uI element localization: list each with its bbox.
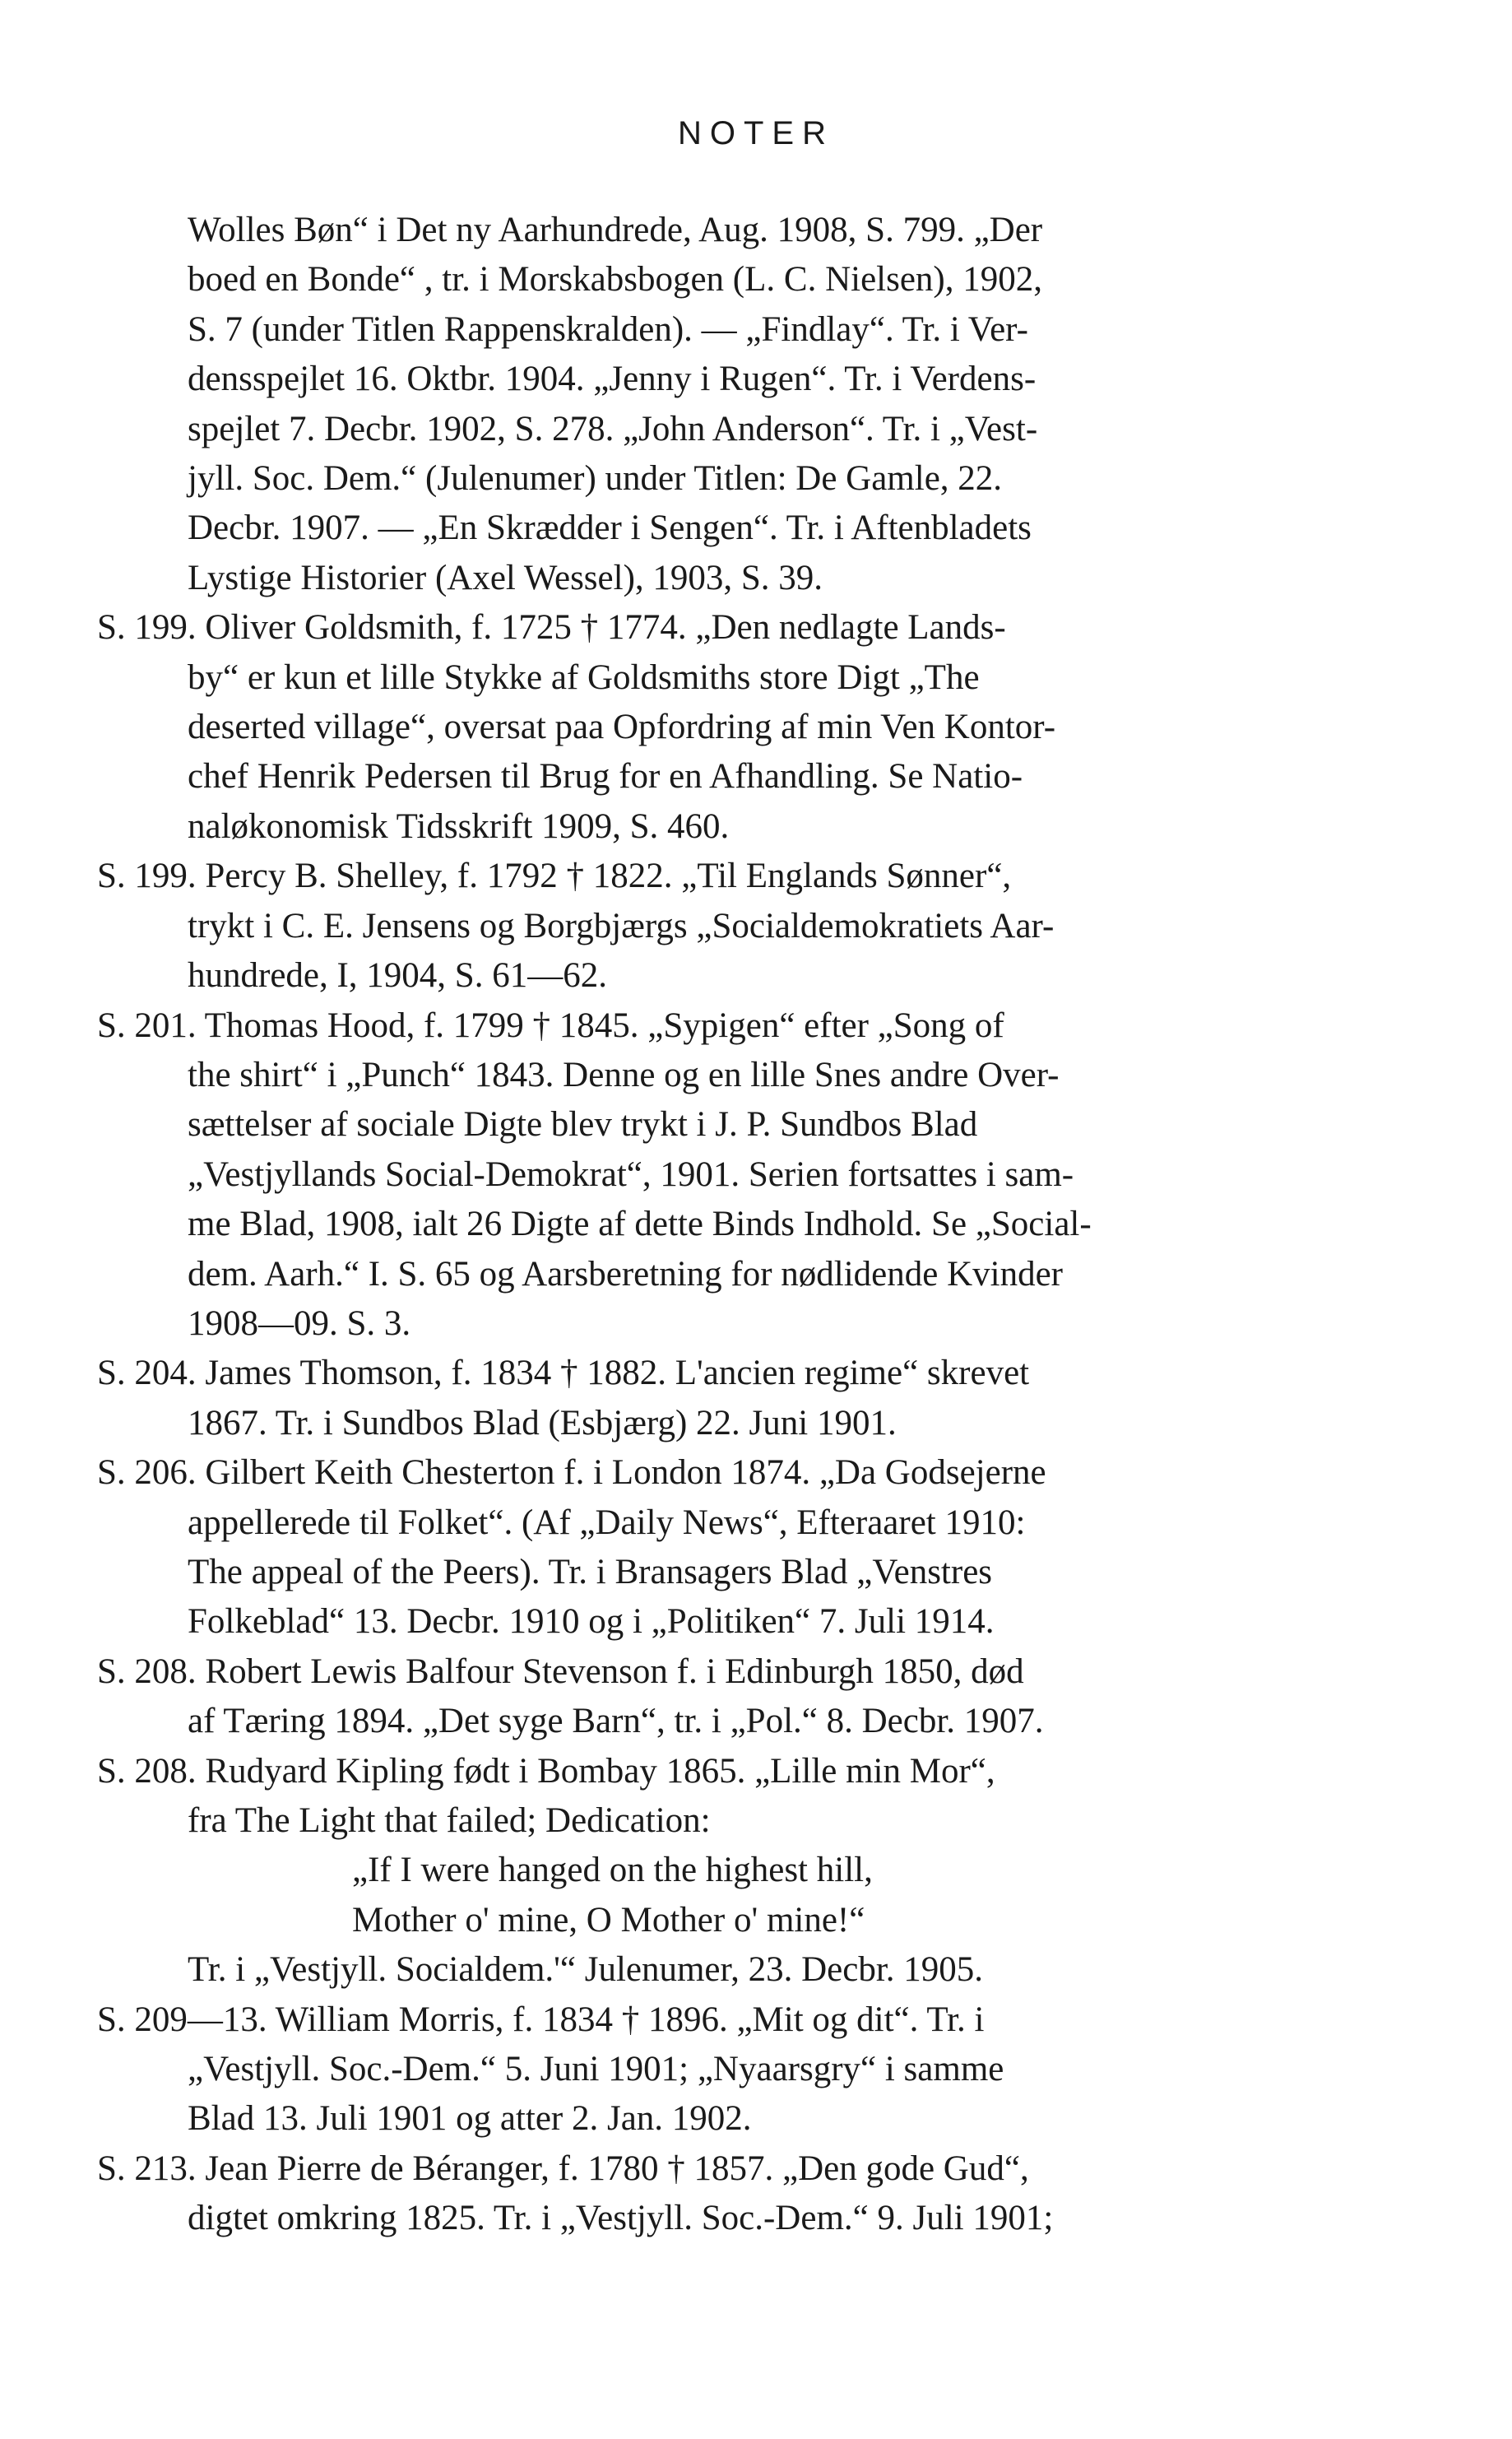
note-heading-line: S. 199. Oliver Goldsmith, f. 1725 † 1774. „Den nedlagte Lands- <box>97 608 1006 648</box>
text-line: me Blad, 1908, ialt 26 Digte af dette Binds Indhold. Se „Social- <box>188 1205 1092 1244</box>
text-line: appellerede til Folket“. (Af „Daily News“, Efteraaret 1910: <box>188 1503 1026 1542</box>
text-line: The appeal of the Peers). Tr. i Bransagers Blad „Venstres <box>188 1552 993 1591</box>
text-line: 1908—09. S. 3. <box>188 1303 411 1343</box>
text-line: deserted village“, oversat paa Opfordring af min Ven Kontor- <box>188 708 1056 747</box>
note-continuation <box>188 206 1380 603</box>
text-line: Wolles Bøn“ i Det ny Aarhundrede, Aug. 1908, S. 799. „Der <box>188 211 1043 249</box>
notes-body <box>97 206 1380 2244</box>
text-line: spejlet 7. Decbr. 1902, S. 278. „John Anderson“. Tr. i „Vest- <box>188 409 1038 448</box>
text-line: hundrede, I, 1904, S. 61—62. <box>188 956 607 996</box>
text-line: Lystige Historier (Axel Wessel), 1903, S. 39. <box>188 558 823 597</box>
note-heading-line: S. 206. Gilbert Keith Chesterton f. i London 1874. „Da Godsejerne <box>97 1453 1046 1493</box>
text-line: „Vestjyll. Soc.-Dem.“ 5. Juni 1901; „Nyaarsgry“ i samme <box>188 2050 1004 2089</box>
text-line: by“ er kun et lille Stykke af Goldsmiths store Digt „The <box>188 657 980 697</box>
text-line: densspejlet 16. Oktbr. 1904. „Jenny i Rugen“. Tr. i Verdens- <box>188 360 1037 399</box>
note-morris <box>97 1995 1380 2144</box>
note-thomson <box>97 1349 1380 1448</box>
note-goldsmith <box>97 603 1380 852</box>
text-line: Tr. i „Vestjyll. Socialdem.'“ Julenumer, 23. Decbr. 1905. <box>188 1950 984 1990</box>
note-heading-line: S. 208. Robert Lewis Balfour Stevenson f. i Edinburgh 1850, død <box>97 1652 1024 1691</box>
text-line: Decbr. 1907. — „En Skrædder i Sengen“. Tr. i Aftenbladets <box>188 509 1032 548</box>
text-line: sættelser af sociale Digte blev trykt i J. P. Sundbos Blad <box>188 1105 978 1145</box>
verse-line: Mother o' mine, O Mother o' mine!“ <box>352 1900 865 1940</box>
note-heading-line: S. 199. Percy B. Shelley, f. 1792 † 1822. „Til Englands Sønner“, <box>97 857 1012 896</box>
note-hood <box>97 1001 1380 1350</box>
text-line: trykt i C. E. Jensens og Borgbjærgs „Socialdemokratiets Aar- <box>188 906 1055 945</box>
page-title: NOTER <box>678 115 834 151</box>
text-line: dem. Aarh.“ I. S. 65 og Aarsberetning for nødlidende Kvinder <box>188 1254 1063 1294</box>
note-stevenson <box>97 1647 1380 1747</box>
note-heading-line: S. 201. Thomas Hood, f. 1799 † 1845. „Sypigen“ efter „Song of <box>97 1006 1004 1045</box>
note-chesterton <box>97 1448 1380 1647</box>
verse-line: „If I were hanged on the highest hill, <box>352 1851 873 1890</box>
text-line: af Tæring 1894. „Det syge Barn“, tr. i „Pol.“ 8. Decbr. 1907. <box>188 1702 1044 1741</box>
note-heading-line: S. 213. Jean Pierre de Béranger, f. 1780 † 1857. „Den gode Gud“, <box>97 2149 1029 2188</box>
note-shelley <box>97 852 1380 1001</box>
text-line: digtet omkring 1825. Tr. i „Vestjyll. Soc.-Dem.“ 9. Juli 1901; <box>188 2199 1054 2238</box>
text-line: the shirt“ i „Punch“ 1843. Denne og en lille Snes andre Over- <box>188 1055 1060 1094</box>
text-line: „Vestjyllands Social-Demokrat“, 1901. Serien fortsattes i sam- <box>188 1154 1074 1194</box>
note-heading-line: S. 209—13. William Morris, f. 1834 † 1896. „Mit og dit“. Tr. i <box>97 2000 985 2039</box>
text-line: boed en Bonde“ , tr. i Morskabsbogen (L. C. Nielsen), 1902, <box>188 260 1042 300</box>
note-kipling <box>97 1747 1380 1995</box>
text-line: Folkeblad“ 13. Decbr. 1910 og i „Politiken“ 7. Juli 1914. <box>188 1602 995 1642</box>
text-line: 1867. Tr. i Sundbos Blad (Esbjærg) 22. Juni 1901. <box>188 1403 897 1442</box>
text-line: S. 7 (under Titlen Rappenskralden). — „Findlay“. Tr. i Ver- <box>188 309 1028 349</box>
text-line: fra The Light that failed; Dedication: <box>188 1801 711 1840</box>
text-line: Blad 13. Juli 1901 og atter 2. Jan. 1902. <box>188 2099 752 2139</box>
text-line: jyll. Soc. Dem.“ (Julenumer) under Titlen: De Gamle, 22. <box>188 459 1003 499</box>
note-heading-line: S. 204. James Thomson, f. 1834 † 1882. L'ancien regime“ skrevet <box>97 1354 1030 1393</box>
text-line: chef Henrik Pedersen til Brug for en Afhandling. Se Natio- <box>188 757 1023 797</box>
note-beranger <box>97 2144 1380 2244</box>
note-heading-line: S. 208. Rudyard Kipling født i Bombay 1865. „Lille min Mor“, <box>97 1751 995 1791</box>
text-line: naløkonomisk Tidsskrift 1909, S. 460. <box>188 806 730 846</box>
